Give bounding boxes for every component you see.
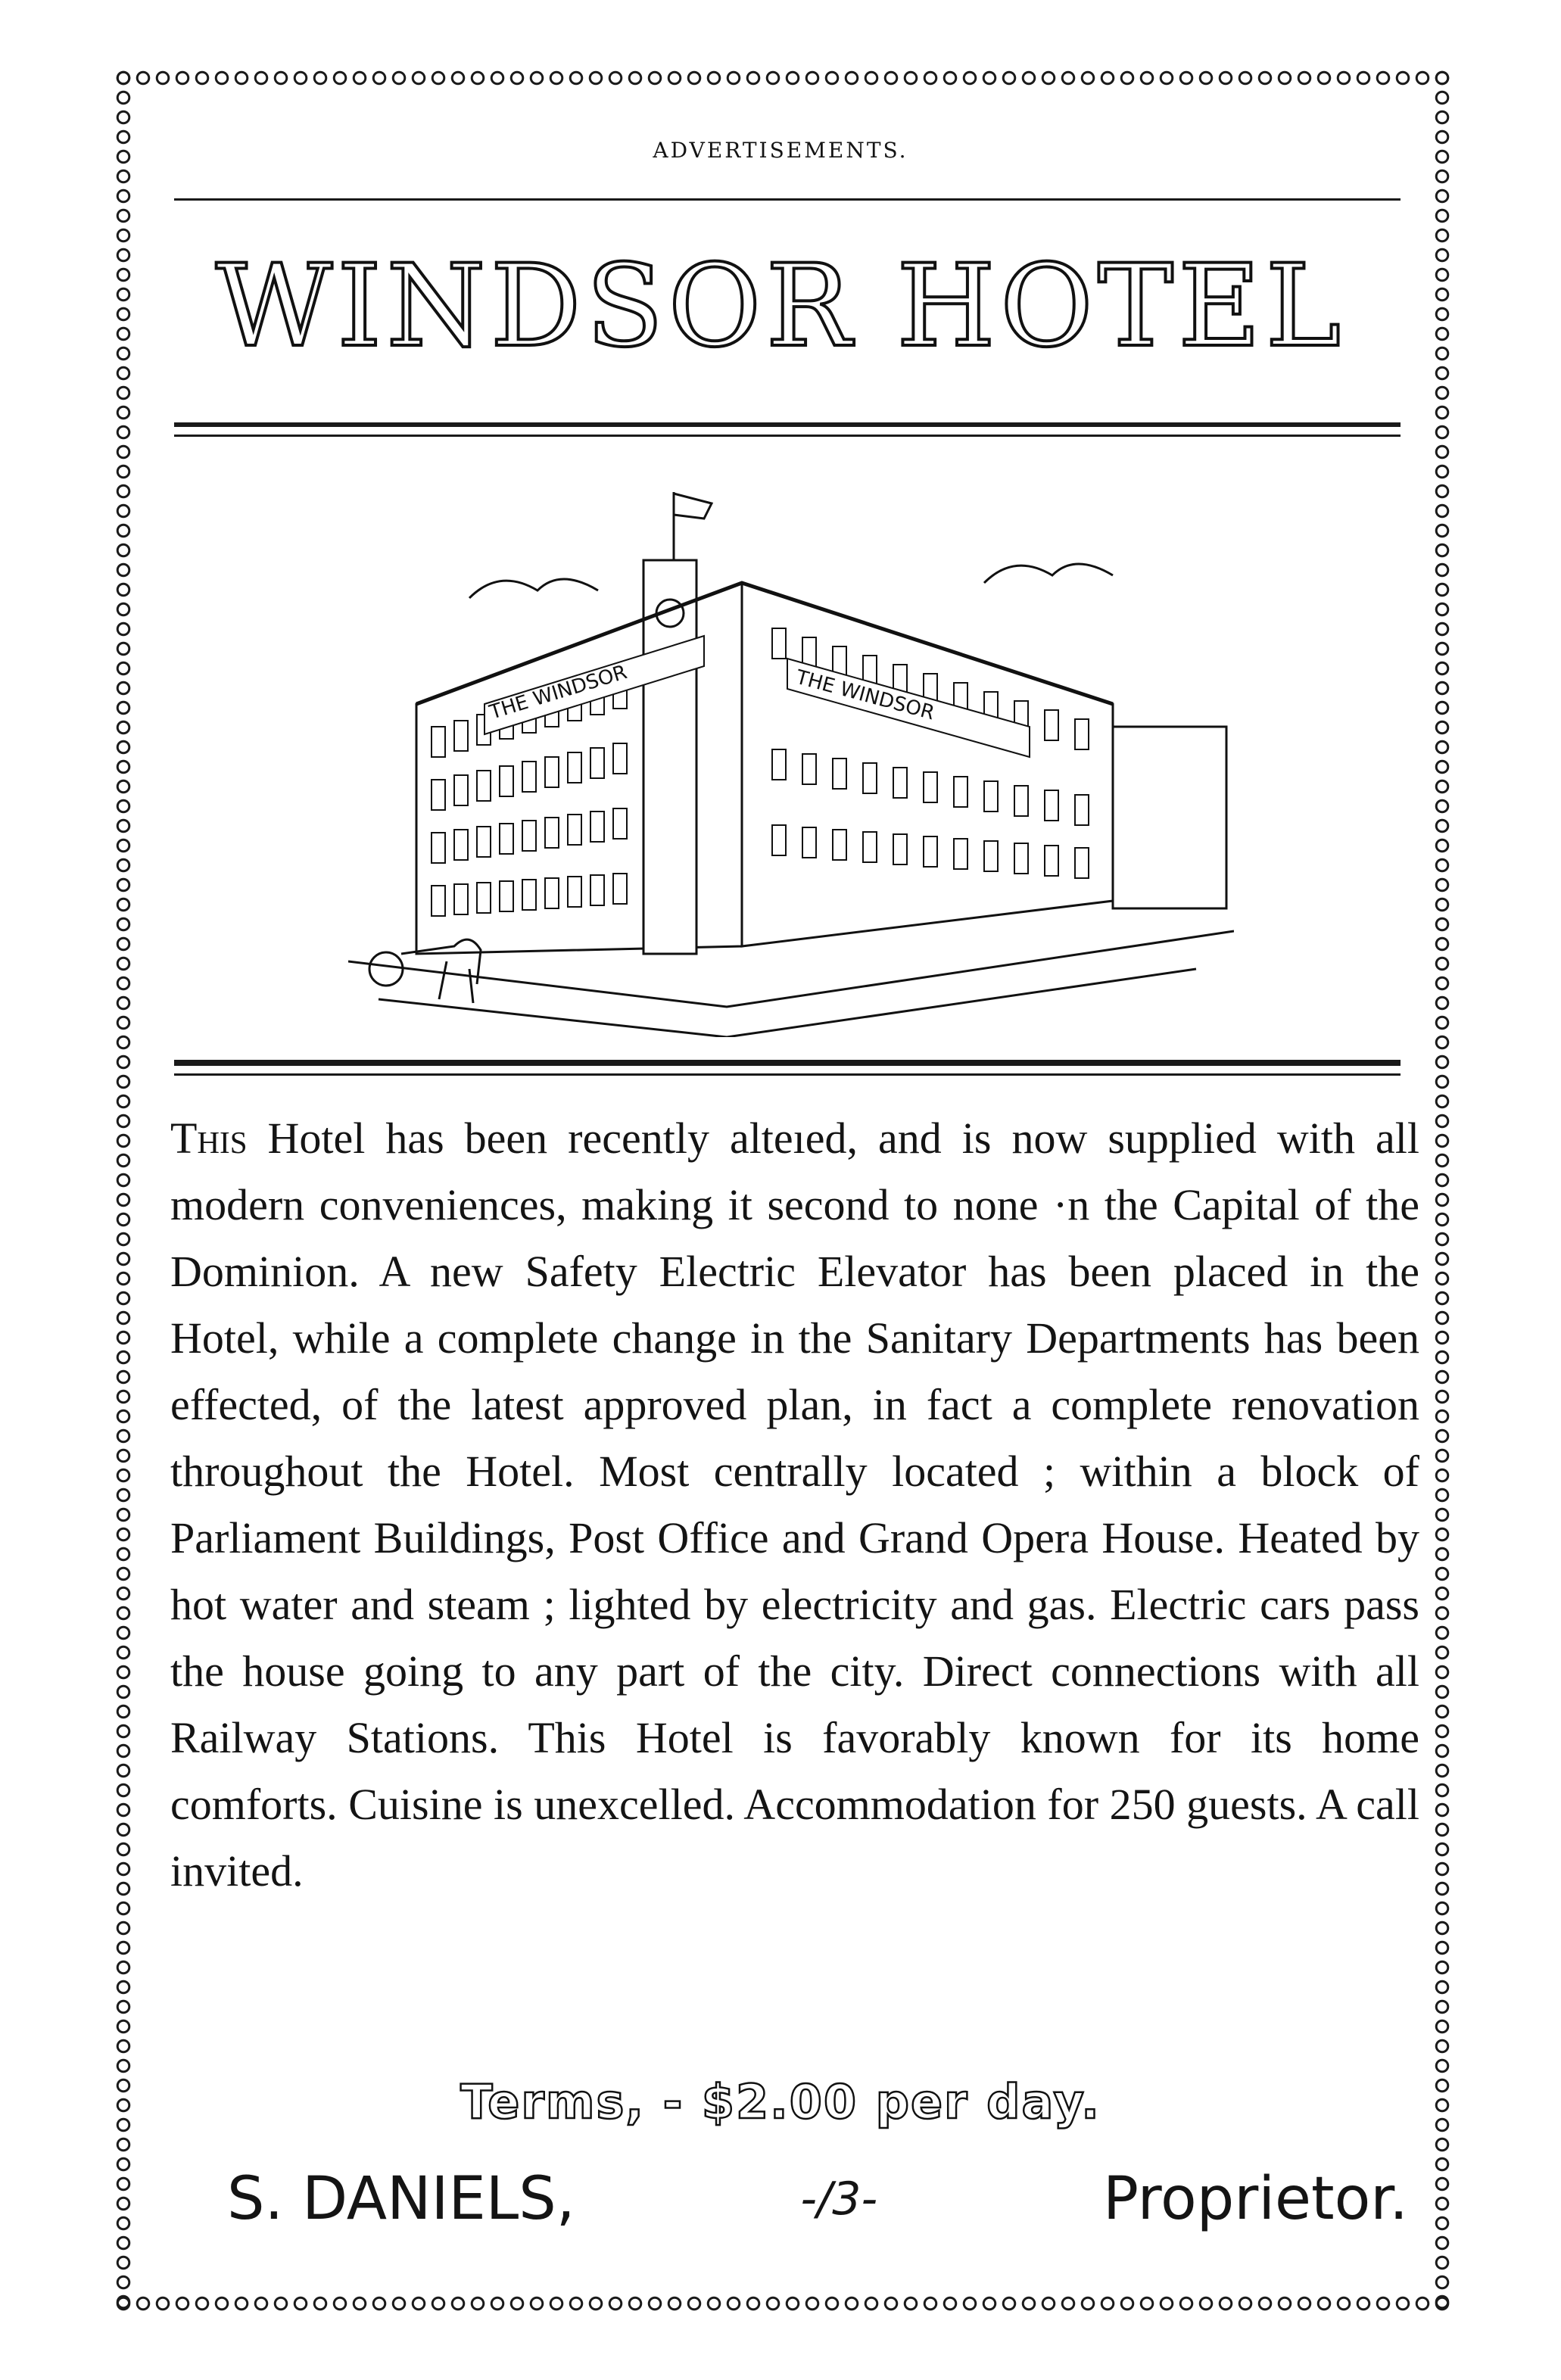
terms-line: Terms, - $2.00 per day. (460, 2074, 1101, 2129)
sign-side: THE WINDSOR (793, 665, 937, 725)
proprietor-line (227, 2161, 1408, 2237)
description-paragraph (170, 1105, 1419, 1905)
title-rule-2 (174, 435, 1401, 437)
flag-icon (674, 494, 712, 519)
handwritten-mark: -/3- (800, 2173, 878, 2226)
border-left (114, 68, 133, 2309)
section-header: ADVERTISEMENTS. (653, 138, 908, 163)
sign-front: THE WINDSOR (487, 661, 630, 724)
proprietor-title: Proprietor. (1103, 2165, 1408, 2233)
side-facade (742, 583, 1113, 946)
title-rule-1 (174, 422, 1401, 427)
header-rule (174, 198, 1401, 201)
illustration-rule-1 (174, 1060, 1401, 1066)
proprietor-name: S. DANIELS, (227, 2165, 575, 2233)
hotel-illustration (348, 477, 1234, 1037)
paragraph-lead: This (170, 1114, 248, 1163)
border-top (114, 68, 1452, 88)
border-right (1432, 68, 1452, 2309)
illustration-rule-2 (174, 1073, 1401, 1076)
hotel-title: WINDSOR HOTEL (215, 241, 1346, 372)
border-bottom (114, 2294, 1452, 2313)
paragraph-text: Hotel has been recently alteıed, and is now supplied with all modern conveniences, making it second to none ·n the Capital of the Dominion. A new Safety Electric Elevator has been placed in the Hotel, while a complete change in the Sanitary Departments has been effected, of the latest approved plan, in fact a complete renovation throughout the Hotel. Most centrally located ; within a block of Parliament Buildings, Post Office and Grand Opera House. Heated by hot water and steam ; lighted by electricity and gas. Electric cars pass the house going to any part of the city. Direct connections with all Railway Stations. This Hotel is favorably known for its home comforts. Cuisine is unexcelled. Accommodation for 250 guests. A call invited. (170, 1114, 1419, 1896)
